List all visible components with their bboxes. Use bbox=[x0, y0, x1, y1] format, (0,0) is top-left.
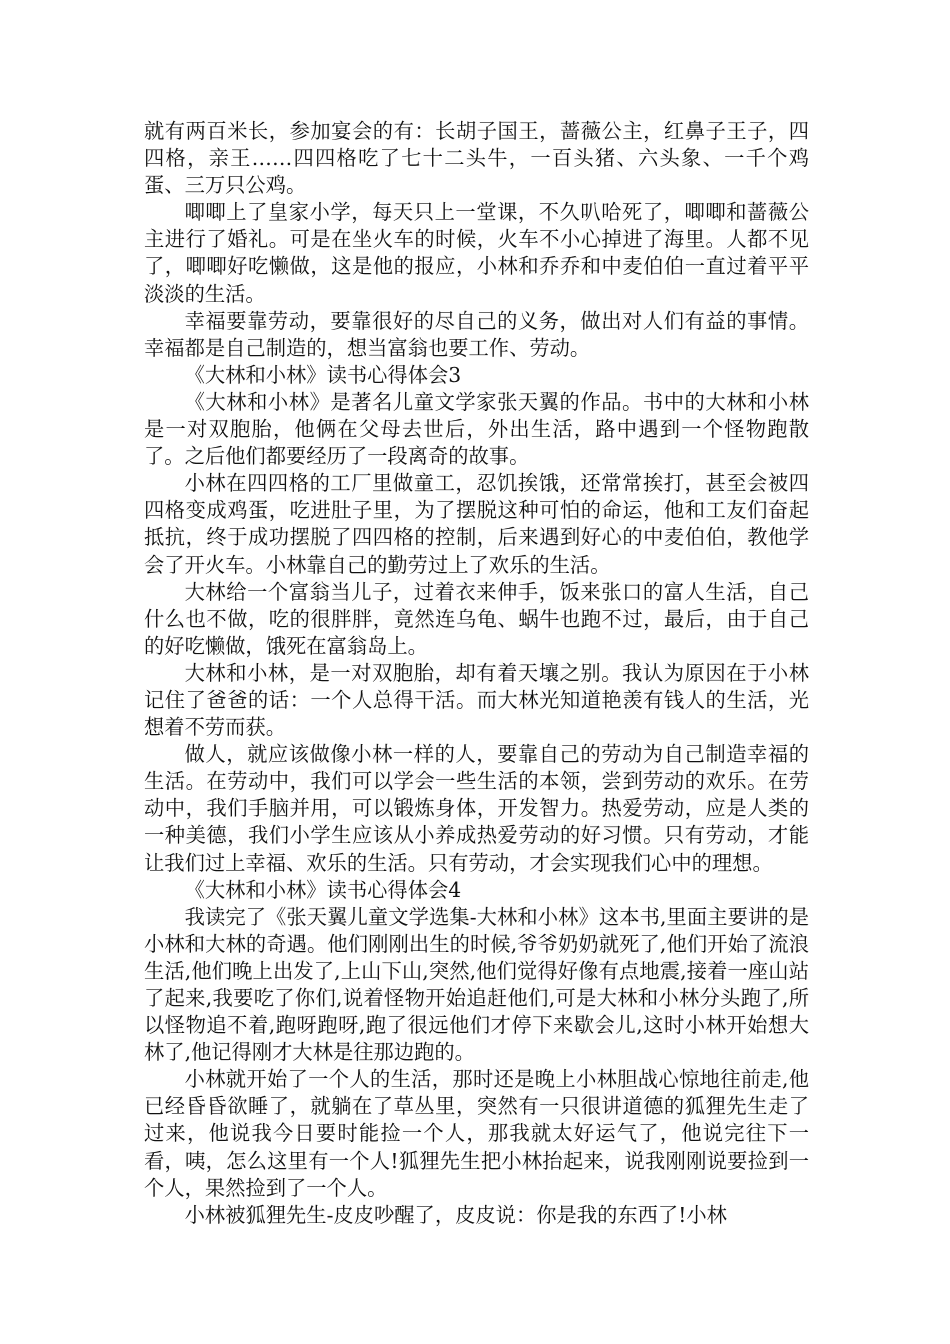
document-body bbox=[144, 118, 809, 1229]
section-heading: 《大林和小林》读书心得体会4 bbox=[184, 877, 462, 902]
paragraph: 小林就开始了一个人的生活，那时还是晚上小林胆战心惊地往前走,他已经昏昏欲睡了，就躺在了草丛里，突然有一只很讲道德的狐狸先生走了过来，他说我今日要时能捡一个人，那我就太好运气了，他说完往下一看，咦，怎么这里有一个人!狐狸先生把小林抬起来，说我刚刚说要捡到一个人，果然捡到了一个人。 bbox=[144, 1067, 809, 1200]
paragraph: 小林被狐狸先生-皮皮吵醒了，皮皮说：你是我的东西了!小林 bbox=[184, 1202, 727, 1227]
paragraph: 就有两百米长，参加宴会的有：长胡子国王，蔷薇公主，红鼻子王子，四四格，亲王……四四格吃了七十二头牛，一百头猪、六头象、一千个鸡蛋、三万只公鸡。 bbox=[144, 119, 809, 198]
paragraph: 小林在四四格的工厂里做童工，忍饥挨饿，还常常挨打，甚至会被四四格变成鸡蛋，吃进肚子里，为了摆脱这种可怕的命运，他和工友们奋起抵抗，终于成功摆脱了四四格的控制，后来遇到好心的中麦伯伯，教他学会了开火车。小林靠自己的勤劳过上了欢乐的生活。 bbox=[144, 471, 809, 577]
paragraph: 做人，就应该做像小林一样的人，要靠自己的劳动为自己制造幸福的生活。在劳动中，我们可以学会一些生活的本领，尝到劳动的欢乐。在劳动中，我们手脑并用，可以锻炼身体，开发智力。热爱劳动，应是人类的一种美德，我们小学生应该从小养成热爱劳动的好习惯。只有劳动，才能让我们过上幸福、欢乐的生活。只有劳动，才会实现我们心中的理想。 bbox=[144, 742, 809, 875]
paragraph: 幸福要靠劳动，要靠很好的尽自己的义务，做出对人们有益的事情。幸福都是自己制造的，想当富翁也要工作、劳动。 bbox=[144, 308, 809, 360]
paragraph: 我读完了《张天翼儿童文学选集-大林和小林》这本书,里面主要讲的是小林和大林的奇遇。他们刚刚出生的时候,爷爷奶奶就死了,他们开始了流浪生活,他们晚上出发了,上山下山,突然,他们觉得好像有点地震,接着一座山站了起来,我要吃了你们,说着怪物开始追赶他们,可是大林和小林分头跑了,所以怪物追不着,跑呀跑呀,跑了很远他们才停下来歇会儿,这时小林开始想大林了,他记得刚才大林是往那边跑的。 bbox=[144, 904, 809, 1065]
paragraph: 大林给一个富翁当儿子，过着衣来伸手，饭来张口的富人生活，自己什么也不做，吃的很胖胖，竟然连乌龟、蜗牛也跑不过，最后，由于自己的好吃懒做，饿死在富翁岛上。 bbox=[144, 579, 809, 658]
paragraph: 唧唧上了皇家小学，每天只上一堂课，不久叭哈死了，唧唧和蔷薇公主进行了婚礼。可是在坐火车的时候，火车不小心掉进了海里。人都不见了，唧唧好吃懒做，这是他的报应，小林和乔乔和中麦伯伯一直过着平平淡淡的生活。 bbox=[144, 200, 809, 306]
paragraph: 大林和小林，是一对双胞胎，却有着天壤之别。我认为原因在于小林记住了爸爸的话：一个人总得干活。而大林光知道艳羡有钱人的生活，光想着不劳而获。 bbox=[144, 660, 809, 740]
section-heading: 《大林和小林》读书心得体会3 bbox=[184, 362, 462, 387]
paragraph: 《大林和小林》是著名儿童文学家张天翼的作品。书中的大林和小林是一对双胞胎，他俩在父母去世后，外出生活，路中遇到一个怪物跑散了。之后他们都要经历了一段离奇的故事。 bbox=[144, 389, 809, 469]
